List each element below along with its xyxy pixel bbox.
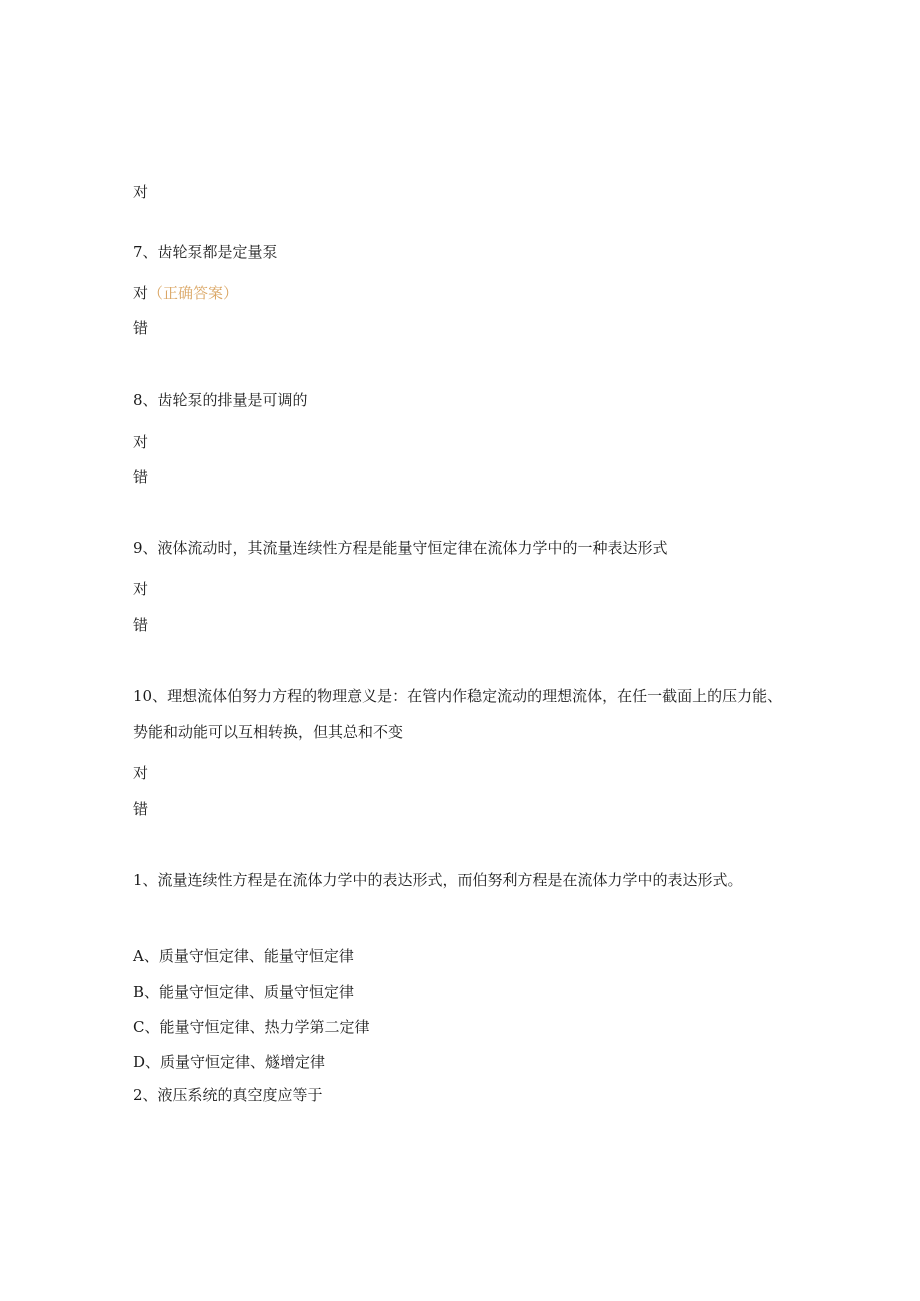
- q7-option-true: [133, 283, 238, 303]
- q8-option-true: 对: [133, 433, 149, 451]
- correct-answer-tag: （正确答案）: [148, 284, 239, 302]
- q7-option-false: 错: [133, 319, 149, 337]
- mc1-option-d: D、质量守恒定律、燧增定律: [133, 1053, 326, 1071]
- q10-option-false: 错: [133, 800, 149, 818]
- q10-text: 10、理想流体伯努力方程的物理意义是：在管内作稳定流动的理想流体，在任一截面上的压力能、势能和动能可以互相转换，但其总和不变: [133, 687, 783, 741]
- q9-option-true: 对: [133, 580, 149, 598]
- q6-option-true: 对: [133, 183, 149, 201]
- q10-option-true: 对: [133, 764, 149, 782]
- mc1-option-b: B、能量守恒定律、质量守恒定律: [133, 983, 355, 1001]
- mc1-text: 1、流量连续性方程是在流体力学中的表达形式，而伯努利方程是在流体力学中的表达形式。: [133, 871, 743, 889]
- mc1-option-a: A、质量守恒定律、能量守恒定律: [133, 947, 354, 965]
- q7-text: 7、齿轮泵都是定量泵: [133, 243, 278, 261]
- q9-text: 9、液体流动时，其流量连续性方程是能量守恒定律在流体力学中的一种表达形式: [133, 539, 668, 557]
- q8-text: 8、齿轮泵的排量是可调的: [133, 391, 308, 409]
- q9-option-false: 错: [133, 616, 149, 634]
- q7-option-true-label: 对: [133, 284, 149, 302]
- q8-option-false: 错: [133, 468, 149, 486]
- mc1-option-c: C、能量守恒定律、热力学第二定律: [133, 1018, 370, 1036]
- mc2-text: 2、液压系统的真空度应等于: [133, 1086, 323, 1104]
